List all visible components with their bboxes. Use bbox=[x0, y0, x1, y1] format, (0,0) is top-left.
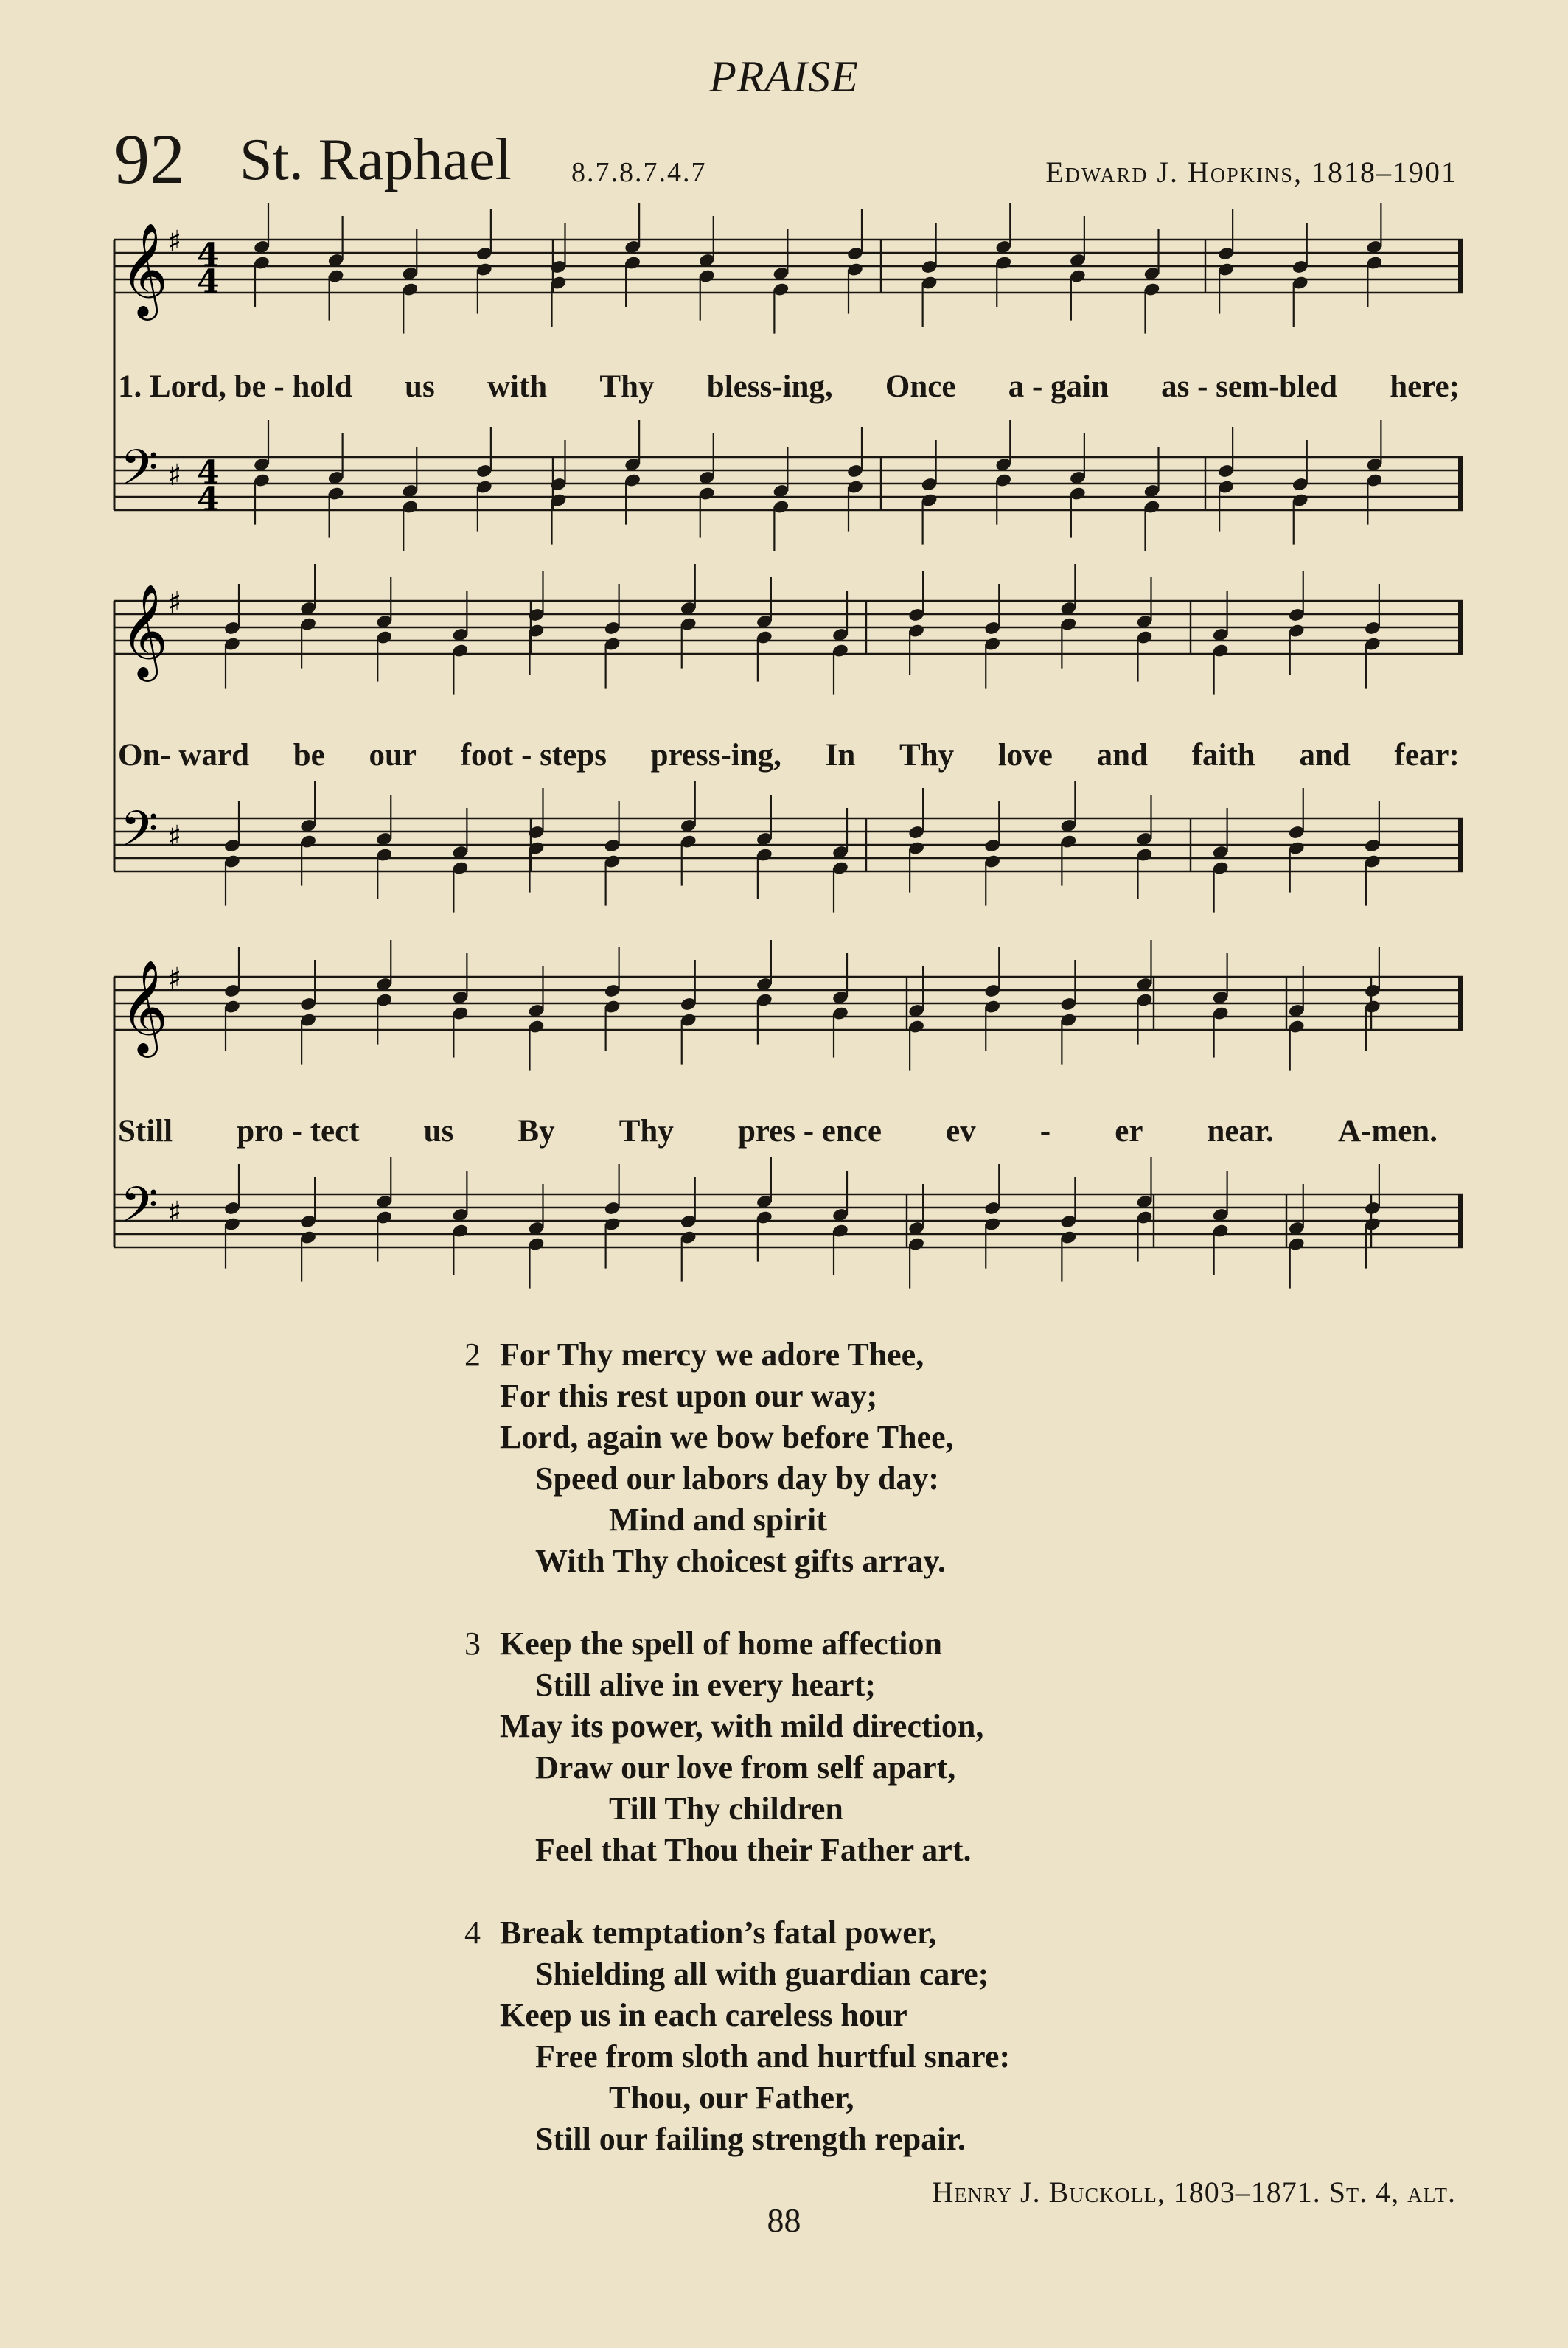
lyric-syllable: press-ing, bbox=[650, 738, 781, 773]
lyric-syllable: with bbox=[487, 369, 548, 404]
lyric-syllable: Once bbox=[885, 369, 956, 404]
verse-line: Keep the spell of home affection bbox=[500, 1626, 942, 1662]
lyric-syllable: Still bbox=[118, 1114, 173, 1149]
verse-line: Speed our labors day by day: bbox=[535, 1460, 940, 1497]
tune-name: St. Raphael bbox=[240, 128, 512, 192]
bass-clef: 𝄢 bbox=[120, 1177, 158, 1245]
verse-line: May its power, with mild direction, bbox=[500, 1708, 984, 1744]
verse-line: Free from sloth and hurtful snare: bbox=[535, 2038, 1011, 2074]
treble-clef: 𝄞 bbox=[120, 222, 169, 316]
lyric-syllable: a - gain bbox=[1008, 369, 1109, 404]
lyric-syllable: A-men. bbox=[1338, 1114, 1438, 1149]
lyric-syllable: us bbox=[405, 369, 435, 404]
lyric-syllable: here; bbox=[1390, 369, 1460, 404]
lyric-syllable: - bbox=[1039, 1114, 1051, 1149]
lyric-syllable: love bbox=[997, 738, 1053, 773]
lyric-syllable: By bbox=[518, 1114, 555, 1149]
verse-line: Feel that Thou their Father art. bbox=[535, 1832, 972, 1868]
verse-line: Draw our love from self apart, bbox=[535, 1749, 956, 1786]
stanza-4 bbox=[464, 1912, 1010, 2160]
author-attribution: Henry J. Buckoll, 1803–1871. St. 4, alt. bbox=[932, 2175, 1456, 2209]
key-sharp: ♯ bbox=[167, 962, 182, 996]
lyric-syllable: near. bbox=[1207, 1114, 1274, 1149]
time-signature-bottom: 4 bbox=[197, 263, 220, 301]
lyric-syllable: Thy bbox=[619, 1114, 674, 1149]
verse-line: Still our failing strength repair. bbox=[535, 2121, 966, 2157]
verses bbox=[464, 1334, 1010, 2201]
lyric-syllable: and bbox=[1096, 738, 1148, 773]
page-number: 88 bbox=[767, 2201, 801, 2239]
time-signature-top: 4 bbox=[197, 237, 220, 274]
stanza-number: 2 bbox=[464, 1337, 481, 1373]
stanza-number: 3 bbox=[464, 1626, 481, 1662]
verse-line: With Thy choicest gifts array. bbox=[535, 1543, 946, 1579]
lyric-line-3 bbox=[118, 1113, 1438, 1149]
verse-line: Mind and spirit bbox=[609, 1502, 827, 1538]
hymn-number: 92 bbox=[114, 119, 185, 198]
bass-clef: 𝄢 bbox=[120, 439, 158, 508]
verse-line: Lord, again we bow before Thee, bbox=[500, 1419, 954, 1455]
verse-line: Break temptation’s fatal power, bbox=[500, 1915, 937, 1951]
lyric-syllable: pres - ence bbox=[737, 1114, 882, 1149]
lyric-line-1 bbox=[118, 369, 1460, 405]
lyric-syllable: us bbox=[423, 1114, 454, 1149]
lyric-syllable: 1. Lord, be - hold bbox=[118, 369, 352, 404]
lyric-syllable: foot - steps bbox=[460, 738, 607, 773]
lyric-syllable: faith bbox=[1191, 738, 1255, 773]
bass-clef: 𝄢 bbox=[120, 801, 158, 869]
verse-line: Keep us in each careless hour bbox=[500, 1997, 907, 2033]
verse-line: For Thy mercy we adore Thee, bbox=[500, 1337, 924, 1373]
time-signature-top: 4 bbox=[197, 454, 220, 492]
verse-line: For this rest upon our way; bbox=[500, 1378, 878, 1414]
verse-line: Till Thy children bbox=[609, 1791, 843, 1827]
lyric-syllable: be bbox=[293, 738, 325, 773]
key-sharp: ♯ bbox=[167, 1196, 182, 1230]
lyric-syllable: Thy bbox=[899, 738, 955, 773]
section-title: PRAISE bbox=[709, 52, 859, 101]
key-sharp: ♯ bbox=[167, 586, 182, 620]
lyric-syllable: Thy bbox=[599, 369, 655, 404]
key-sharp: ♯ bbox=[167, 225, 182, 259]
composer: Edward J. Hopkins, 1818–1901 bbox=[1045, 156, 1457, 189]
stanza-number: 4 bbox=[464, 1915, 481, 1951]
lyric-syllable: our bbox=[369, 738, 417, 773]
lyric-syllable: and bbox=[1299, 738, 1351, 773]
key-sharp: ♯ bbox=[167, 820, 182, 854]
lyric-syllable: ev bbox=[946, 1114, 976, 1149]
key-sharp: ♯ bbox=[167, 459, 182, 492]
stanza-3 bbox=[464, 1623, 1010, 1871]
verse-line: Thou, our Father, bbox=[609, 2080, 854, 2116]
verse-line: Shielding all with guardian care; bbox=[535, 1956, 989, 1992]
meter: 8.7.8.7.4.7 bbox=[571, 157, 707, 188]
verse-line: Still alive in every heart; bbox=[535, 1667, 876, 1703]
treble-clef: 𝄞 bbox=[120, 959, 169, 1053]
lyric-line-2 bbox=[118, 737, 1460, 773]
lyric-syllable: On- ward bbox=[118, 738, 249, 773]
treble-clef: 𝄞 bbox=[120, 583, 169, 677]
lyric-syllable: In bbox=[825, 738, 856, 773]
stanza-2 bbox=[464, 1334, 1010, 1582]
lyric-syllable: as - sem-bled bbox=[1161, 369, 1337, 404]
lyric-syllable: pro - tect bbox=[237, 1114, 360, 1149]
lyric-syllable: bless-ing, bbox=[706, 369, 833, 404]
time-signature-bottom: 4 bbox=[197, 481, 220, 518]
lyric-syllable: fear: bbox=[1394, 738, 1460, 773]
lyric-syllable: er bbox=[1115, 1114, 1143, 1149]
